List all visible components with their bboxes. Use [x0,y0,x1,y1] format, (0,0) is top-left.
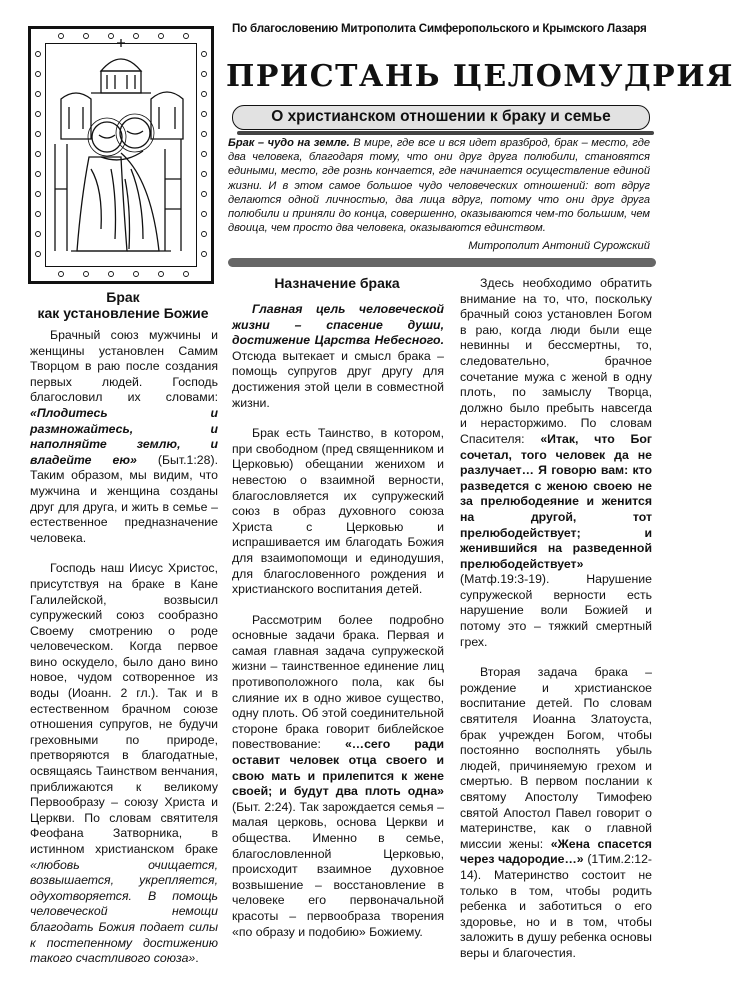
col1-body [30,328,218,982]
col1-p1-text: Брачный союз мужчины и женщины установлен Самим Творцом в раю после создания первых людей. Господь благословил их словами: [30,328,218,405]
col2-p2-text: Брак есть Таинство, в котором, при свободном (пред священником и Церковью) обещании женихом и невестою о взаимной верности, благословляется их супружеский союз в образ духовного союза Христа с Церковью и испрашивается им благодать Божия для взаимопомощи и единодушия, для благословенного рождения и христианского воспитания детей. [232,426,444,597]
col3-p2-text: Вторая задача брака – рождение и христианское воспитание детей. По словам святителя Иоанна Златоуста, брак учрежден Богом, чтобы постоянно восполнять убыль людей, причиняемую грехом и смертью. В первом послании к святому Апостолу Тимофею святой Апостол Павел говорит о материнстве, как о главной миссии жены: [460,665,652,851]
col3-p1-quote: «Итак, что Бог сочетал, того человек да не разлучает… Я говорю вам: кто разведется с женою своею не за прелюбодеяние и женится на другой, тот прелюбодействует; и женившийся на разведенной прелюбодействует» [460,431,652,571]
col3-paragraph [460,276,652,650]
blessing-line: По благословению Митрополита Симферопольского и Крымского Лазаря [232,22,647,35]
col1-paragraph [30,561,218,966]
col1-p2-text-end: . [195,951,199,966]
col2-paragraph [232,426,444,598]
col1-heading [28,289,218,321]
col1-heading-line2: как установление Божие [37,305,209,321]
quote-author: Митрополит Антоний Сурожский [468,240,650,252]
col1-p1-quote: «Плодитесь и размножайтесь, и наполняйте землю, и владейте ею» [30,405,218,467]
col3-body [460,276,652,977]
col1-p2-text: Господь наш Иисус Христос, присутствуя на браке в Кане Галилейской, возвысил супружеский союз сообразно Своему смотрению о роде человеческом. Когда первое вино оскудело, было дано вино новое, чудом сотворенное из воды (Иоанн. 2 гл.). Так и в естественном брачном союзе отношения супругов, не будучи греховными по природе, претворяются в благодатные, освящаясь Таинством венчания, приближаются к великому Первообразу – союзу Христа и Церкви. По словам святителя Феофана Затворника, в истинном христианском браке [30,561,218,856]
col1-p1-text-end: (Быт.1:28). Таким образом, мы видим, что мужчина и женщина созданы друг для друга, и жить в семье – естественное предназначение человека. [30,452,218,545]
col1-paragraph [30,328,218,546]
col2-p1-lead: Главная цель человеческой жизни – спасение души, достижение Царства Небесного. [232,302,444,348]
col1-heading-line1: Брак [106,289,140,305]
joachim-anna-icon [31,29,211,281]
col2-heading: Назначение брака [274,275,400,291]
subtitle-bar: О христианском отношении к браку и семье [232,105,650,130]
col2-p3-text-end: (Быт. 2:24). Так зарождается семья – малая церковь, основа Церкви и общества. Именно в семье, благословленной Церковью, происходит взаимное духовное возвышение – восстановление в человеке его первоначальной красоты – первообраза творения «по образу и подобию» Божиему. [232,799,444,939]
icon-illustration [28,26,214,284]
col3-p2-text-end: (1Тим.2:12-14). Материнство состоит не только в том, чтобы родить ребенка и заботиться о его здоровье, но и в том, чтобы заложить в душу ребенка основы веры и благочестия. [460,852,653,960]
quote-text: В мире, где все и вся идет вразброд, брак – место, где два человека, благодаря тому, что они друг друга полюбили, становятся едиными, место, где рознь кончается, где начинается осуществление единой жизни. И в этом самое большое чудо человеческих отношений: вот вдруг делаются одной личностью, два лица вдруг, потому что они друг друга полюбили и приняли до конца, совершенно, оказываются чем-то большим, чем двоица, чем просто два человека, оказываются единством. [228,137,651,235]
col3-p1-text-end: (Матф.19:3-19). Нарушение супружеской верности есть нарушение воли Божией и потому это – тяжкий смертный грех. [460,572,652,649]
col2-p3-quote: «…сего ради оставит человек отца своего и свою мать и прилепится к жене своей; и будут два плоть одна» [232,737,445,799]
col2-paragraph [232,302,444,411]
col3-p1-text: Здесь необходимо обратить внимание на то, что, поскольку брачный союз установлен Богом в раю, когда люди были еще невинны и бессмертны, то, следовательно, брачное сочетание мужа с женой в одну плоть, по замыслу Творца, должно было пребыть навсегда и нерасторжимо. По словам Спасителя: [460,276,652,446]
col2-p3-text: Рассмотрим более подробно основные задачи брака. Первая и самая главная задача супружеской жизни – таинственное единение лиц противоположного пола, как бы слияние их в одно живое существо, одну плоть. Об этой соединительной стороне брака говорит библейское повествование: [232,612,444,752]
col2-p1-text: Отсюда вытекает и смысл брака – помощь супругов друг другу для достижения этой цели в совместной жизни. [232,348,444,410]
col2-paragraph [232,613,444,940]
col1-p2-quote: «любовь очищается, возвышается, укрепляется, одухотворяется. В помощь человеческой немощи благодать Божия подает силы к постепенному достижению такого счастливого союза» [30,857,218,966]
col3-p2-quote: «Жена спасется через чадородие…» [460,836,652,867]
col3-paragraph [460,665,652,961]
quote-lead: Брак – чудо на земле. [228,137,350,149]
epigraph-quote [228,136,650,235]
col2-body [232,302,444,955]
masthead-title: ПРИСТАНЬ ЦЕЛОМУДРИЯ [226,59,734,94]
section-divider [228,258,656,267]
